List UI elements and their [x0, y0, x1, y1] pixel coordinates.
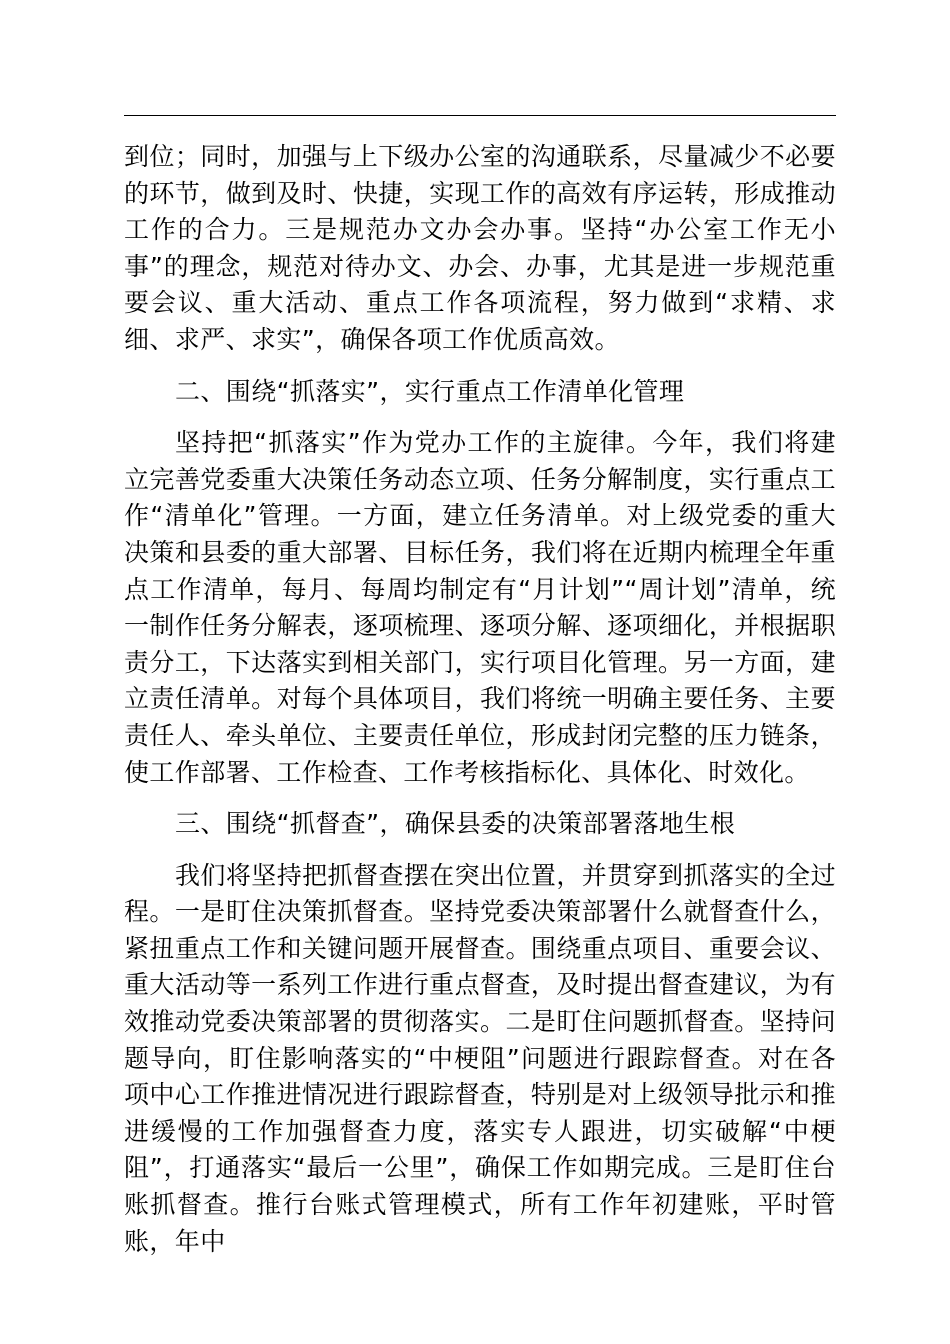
- paragraph-section-2: 坚持把“抓落实”作为党办工作的主旋律。今年，我们将建立完善党委重大决策任务动态立项、任务分解制度，实行重点工作“清单化”管理。一方面，建立任务清单。对上级党委的重大决策和县委的重大部署、目标任务，我们将在近期内梳理全年重点工作清单，每月、每周均制定有“月计划”“周计划”清单，统一制作任务分解表，逐项梳理、逐项分解、逐项细化，并根据职责分工，下达落实到相关部门，实行项目化管理。另一方面，建立责任清单。对每个具体项目，我们将统一明确主要任务、主要责任人、牵头单位、主要责任单位，形成封闭完整的压力链条，使工作部署、工作检查、工作考核指标化、具体化、时效化。: [124, 428, 836, 787]
- paragraph-gap: [124, 843, 836, 858]
- document-body: [124, 139, 836, 1260]
- paragraph-continuation: 到位；同时，加强与上下级办公室的沟通联系，尽量减少不必要的环节，做到及时、快捷，实现工作的高效有序运转，形成推动工作的合力。三是规范办文办会办事。坚持“办公室工作无小事”的理念，规范对待办文、办会、办事，尤其是进一步规范重要会议、重大活动、重点工作各项流程，努力做到“求精、求细、求严、求实”，确保各项工作优质高效。: [124, 142, 836, 354]
- paragraph-gap: [124, 410, 836, 425]
- header-rule: [124, 115, 836, 116]
- section-heading-3: 三、围绕“抓督查”，确保县委的决策部署落地生根: [175, 809, 736, 839]
- section-heading-2: 二、围绕“抓落实”，实行重点工作清单化管理: [175, 376, 685, 406]
- paragraph-gap: [124, 359, 836, 374]
- paragraph-gap: [124, 791, 836, 806]
- paragraph-section-3: 我们将坚持把抓督查摆在突出位置，并贯穿到抓落实的全过程。一是盯住决策抓督查。坚持党委决策部署什么就督查什么，紧扭重点工作和关键问题开展督查。围绕重点项目、重要会议、重大活动等一系列工作进行重点督查，及时提出督查建议，为有效推动党委决策部署的贯彻落实。二是盯住问题抓督查。坚持问题导向，盯住影响落实的“中梗阻”问题进行跟踪督查。对在各项中心工作推进情况进行跟踪督查，特别是对上级领导批示和推进缓慢的工作加强督查力度，落实专人跟进，切实破解“中梗阻”，打通落实“最后一公里”，确保工作如期完成。三是盯住台账抓督查。推行台账式管理模式，所有工作年初建账，平时管账，年中: [124, 860, 836, 1256]
